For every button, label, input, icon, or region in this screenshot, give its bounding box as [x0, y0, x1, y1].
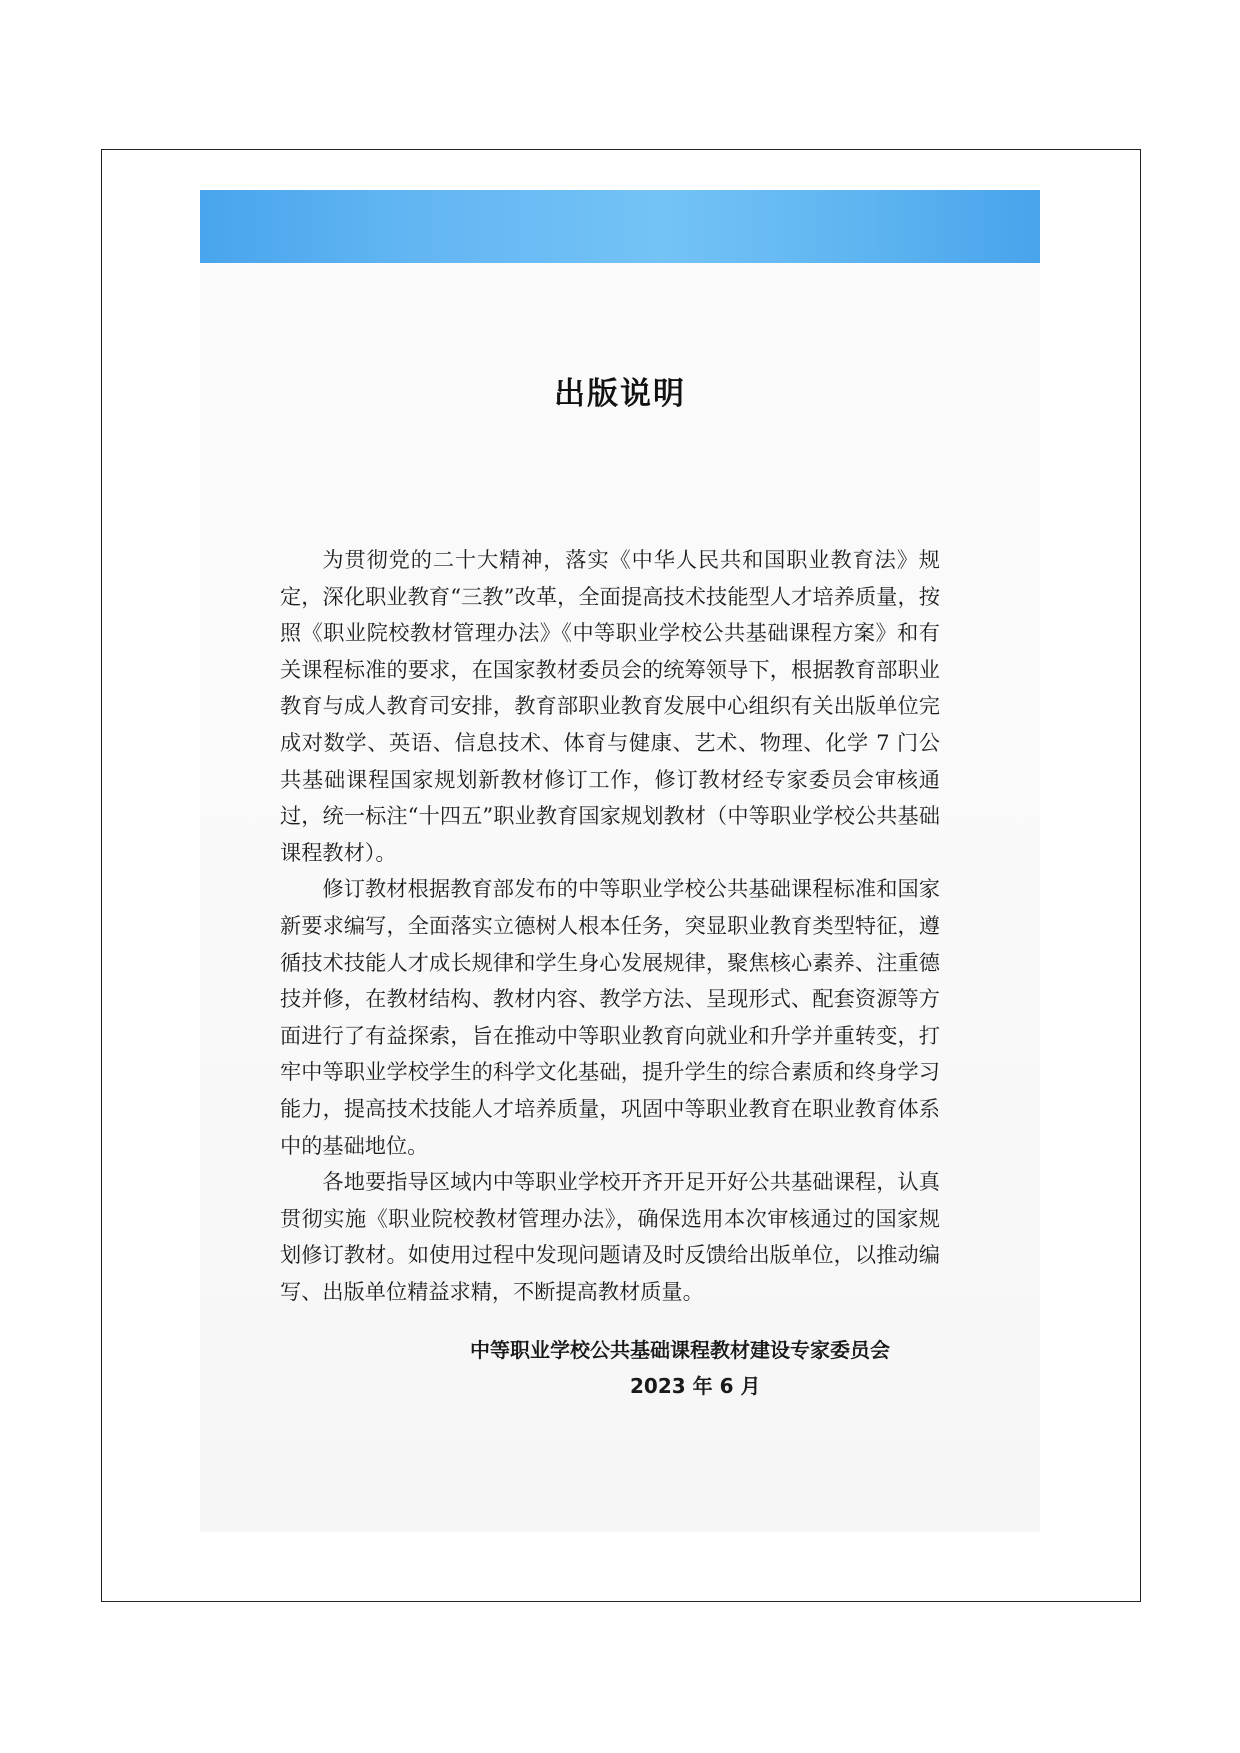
page-title: 出版说明: [554, 376, 686, 412]
paragraph-1: 为贯彻党的二十大精神，落实《中华人民共和国职业教育法》规定，深化职业教育“三教”改革，全面提高技术技能型人才培养质量，按照《职业院校教材管理办法》《中等职业学校公共基础课程方案》和有关课程标准的要求，在国家教材委员会的统筹领导下，根据教育部职业教育与成人教育司安排，教育部职业教育发展中心组织有关出版单位完成对数学、英语、信息技术、体育与健康、艺术、物理、化学 7 门公共基础课程国家规划新教材修订工作，修订教材经专家委员会审核通过，统一标注“十四五”职业教育国家规划教材（中等职业学校公共基础课程教材）。: [280, 547, 940, 865]
scanned-page: [200, 190, 1040, 1532]
signature-date: 2023 年 6 月: [630, 1374, 761, 1398]
paragraph-2: 修订教材根据教育部发布的中等职业学校公共基础课程标准和国家新要求编写，全面落实立德树人根本任务，突显职业教育类型特征，遵循技术技能人才成长规律和学生身心发展规律，聚焦核心素养、注重德技并修，在教材结构、教材内容、教学方法、呈现形式、配套资源等方面进行了有益探索，旨在推动中等职业教育向就业和升学并重转变，打牢中等职业学校学生的科学文化基础，提升学生的综合素质和终身学习能力，提高技术技能人才培养质量，巩固中等职业教育在职业教育体系中的基础地位。: [280, 876, 940, 1158]
paragraph-3: 各地要指导区域内中等职业学校开齐开足开好公共基础课程，认真贯彻实施《职业院校教材管理办法》，确保选用本次审核通过的国家规划修订教材。如使用过程中发现问题请及时反馈给出版单位，以推动编写、出版单位精益求精，不断提高教材质量。: [280, 1169, 940, 1304]
signature-organization: 中等职业学校公共基础课程教材建设专家委员会: [470, 1338, 890, 1362]
top-color-band: [200, 190, 1040, 263]
body-text: [280, 542, 940, 1310]
